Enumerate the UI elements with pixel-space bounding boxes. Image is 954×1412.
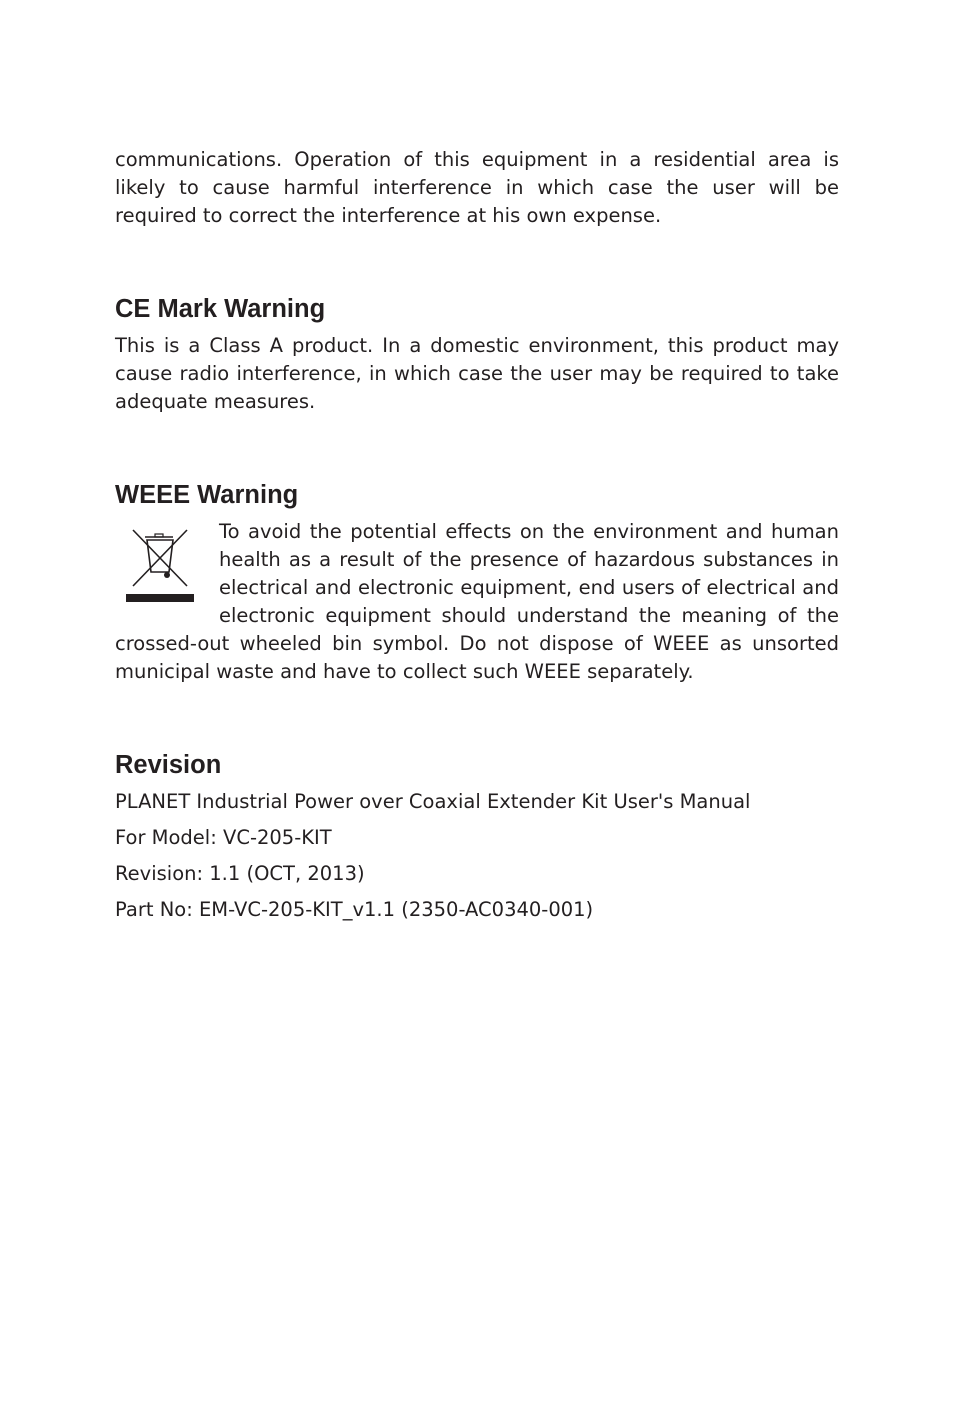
- ce-mark-section: [115, 294, 839, 416]
- revision-part-number: Part No: EM-VC-205-KIT_v1.1 (2350-AC0340-001): [115, 898, 594, 921]
- crossed-out-wheeled-bin-icon: [123, 520, 197, 604]
- intro-paragraph: communications. Operation of this equipment in a residential area is likely to cause harmful interference in which case the user will be required to correct the interference at his own expense.: [115, 148, 839, 227]
- revision-manual-title: PLANET Industrial Power over Coaxial Extender Kit User's Manual: [115, 790, 751, 813]
- ce-mark-heading: CE Mark Warning: [115, 295, 326, 323]
- revision-model: For Model: VC-205-KIT: [115, 826, 332, 849]
- ce-mark-paragraph: This is a Class A product. In a domestic environment, this product may cause radio interference, in which case the user may be required to take adequate measures.: [115, 334, 839, 413]
- manual-page: [115, 146, 839, 932]
- weee-heading: WEEE Warning: [115, 481, 299, 509]
- weee-section: [115, 480, 839, 686]
- weee-body: [115, 518, 839, 686]
- revision-section: [115, 750, 839, 924]
- revision-number: Revision: 1.1 (OCT, 2013): [115, 862, 365, 885]
- revision-heading: Revision: [115, 751, 222, 779]
- weee-paragraph: To avoid the potential effects on the environment and human health as a result of the presence of hazardous substances in electrical and electronic equipment, end users of electrical and electronic equipment should understand the meaning of the crossed-out wheeled bin symbol. Do not dispose of WEEE as unsorted municipal waste and have to collect such WEEE separately.: [115, 520, 839, 683]
